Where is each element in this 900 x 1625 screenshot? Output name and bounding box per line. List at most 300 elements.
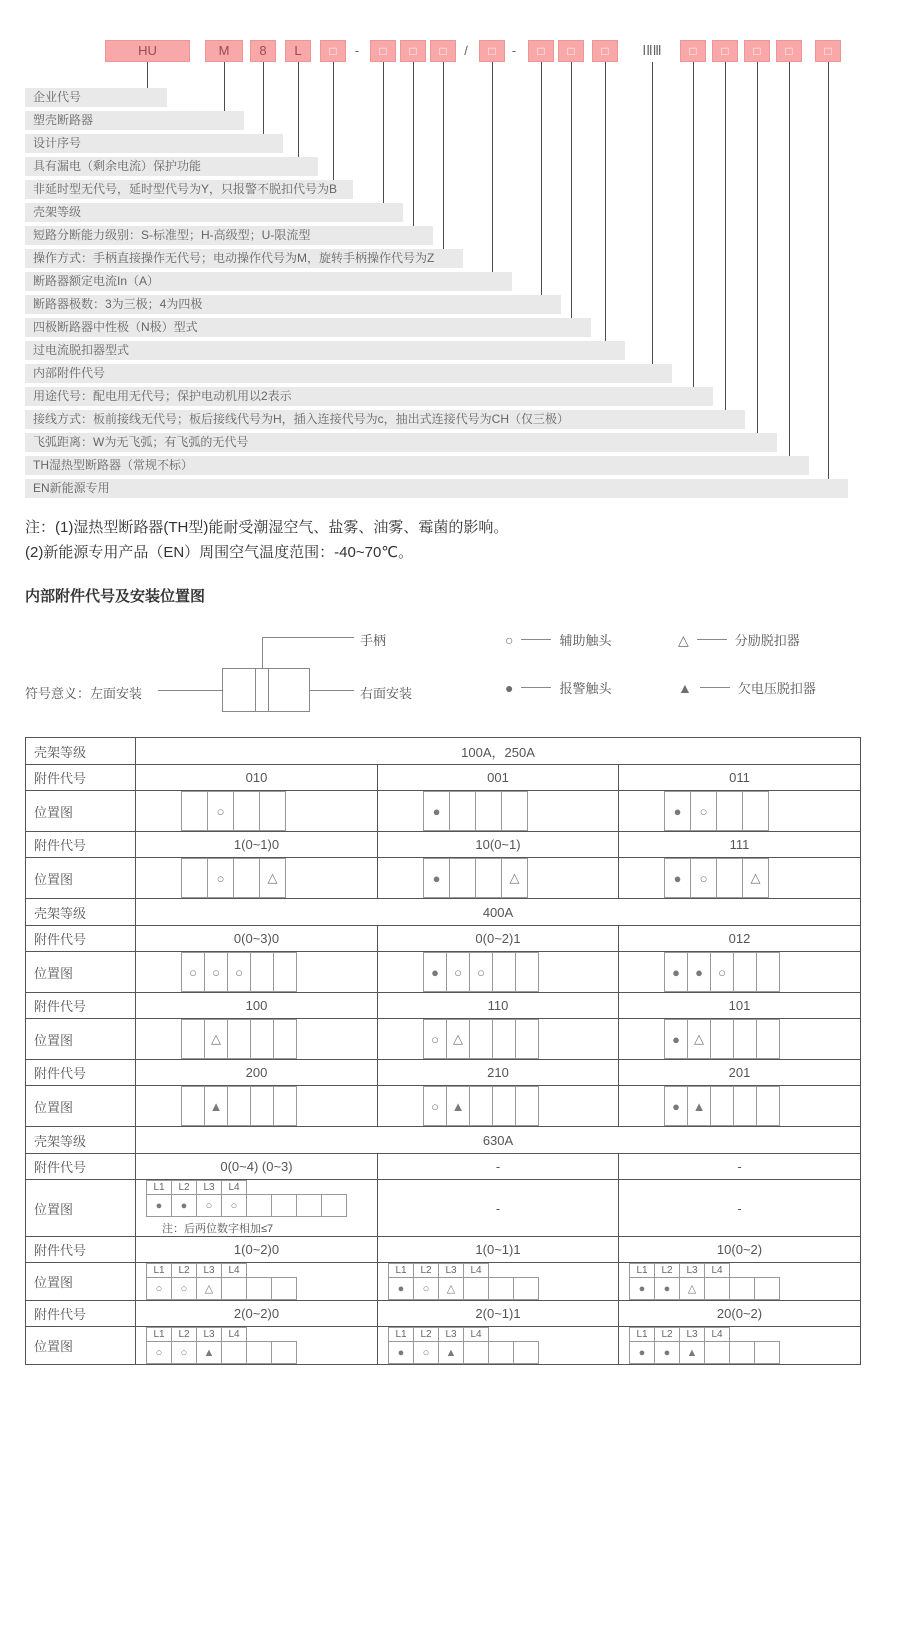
- accessory-code-value: 20(0~2): [619, 1301, 861, 1327]
- header-cell: L3: [438, 1263, 464, 1278]
- accessory-code-row: [26, 1060, 861, 1086]
- slot-cell: [704, 1341, 730, 1364]
- slot-cell: △: [204, 1019, 228, 1059]
- header-cell: L1: [629, 1327, 655, 1342]
- slot-cell: [259, 791, 286, 831]
- legend-item: [505, 678, 611, 697]
- accessory-code-row: [26, 765, 861, 791]
- accessory-code-value: 0(0~3)0: [136, 926, 378, 952]
- slot-cell: [449, 858, 476, 898]
- row-label: 附件代号: [26, 1154, 136, 1180]
- accessory-code-value: 200: [136, 1060, 378, 1086]
- header-cell: L1: [629, 1263, 655, 1278]
- connector-line: [492, 62, 493, 272]
- slot-cell: [246, 1341, 272, 1364]
- position-cell: [378, 858, 619, 899]
- field-label: 操作方式：手柄直接操作无代号；电动操作代号为M，旋转手柄操作代号为Z: [25, 249, 463, 268]
- legend-dash-line: [521, 687, 551, 688]
- slot-cell: [296, 1194, 322, 1217]
- position-diagram: [181, 1019, 377, 1059]
- right-mount-connector: [310, 690, 354, 691]
- slot-header: [146, 1327, 377, 1342]
- field-label: TH湿热型断路器（常规不标）: [25, 456, 809, 475]
- model-code-row: [0, 40, 900, 62]
- slot-row: [388, 1341, 618, 1364]
- slot-cell: ○: [207, 858, 234, 898]
- connector-line: [725, 62, 726, 410]
- slot-cell: △: [438, 1277, 464, 1300]
- frame-size-value: 100A，250A: [136, 738, 861, 765]
- slot-cell: [273, 952, 297, 992]
- slot-cell: [273, 1019, 297, 1059]
- slot-cell: [271, 1194, 297, 1217]
- code-box: □: [558, 40, 584, 62]
- slot-cell: [181, 1019, 205, 1059]
- slot-cell: ●: [664, 858, 691, 898]
- field-label: 内部附件代号: [25, 364, 672, 383]
- slot-cell: ●: [388, 1341, 414, 1364]
- slot-cell: [475, 858, 502, 898]
- accessory-code-value: 100: [136, 993, 378, 1019]
- header-cell: L4: [221, 1327, 247, 1342]
- row-label: 壳架等级: [26, 899, 136, 926]
- connector-line: [828, 62, 829, 479]
- slot-row: [664, 858, 860, 898]
- slot-row: [664, 1086, 860, 1126]
- accessory-code-value: 010: [136, 765, 378, 791]
- code-box: □: [400, 40, 426, 62]
- slot-header: [388, 1327, 618, 1342]
- field-label: 设计序号: [25, 134, 283, 153]
- field-label: 断路器极数：3为三极；4为四极: [25, 295, 561, 314]
- slot-cell: ▲: [438, 1341, 464, 1364]
- slot-cell: ○: [710, 952, 734, 992]
- header-cell: L2: [654, 1263, 680, 1278]
- slot-cell: ○: [207, 791, 234, 831]
- code-separator: -: [511, 43, 517, 58]
- position-cell: [619, 1327, 861, 1365]
- slot-row: [146, 1341, 377, 1364]
- slot-cell: ○: [181, 952, 205, 992]
- slot-cell: [250, 1086, 274, 1126]
- field-label: 塑壳断路器: [25, 111, 244, 130]
- slot-cell: [729, 1341, 755, 1364]
- code-box: L: [285, 40, 311, 62]
- position-cell: [619, 858, 861, 899]
- slot-cell: ▲: [204, 1086, 228, 1126]
- accessory-code-row: [26, 1154, 861, 1180]
- position-cell: [619, 1180, 861, 1237]
- accessory-code-row: [26, 926, 861, 952]
- connector-line: [298, 62, 299, 157]
- slot-cell: ●: [423, 791, 450, 831]
- accessory-code-value: 210: [378, 1060, 619, 1086]
- slot-cell: ○: [196, 1194, 222, 1217]
- slot-cell: ○: [413, 1341, 439, 1364]
- header-cell: L4: [704, 1263, 730, 1278]
- slot-cell: ▲: [679, 1341, 705, 1364]
- frame-size-row: [26, 1127, 861, 1154]
- position-diagram: [629, 1327, 860, 1364]
- position-diagram-row: [26, 1180, 861, 1237]
- slot-cell: [271, 1341, 297, 1364]
- slot-cell: ●: [654, 1341, 680, 1364]
- slot-cell: [756, 1019, 780, 1059]
- header-cell: L2: [171, 1263, 197, 1278]
- slot-cell: ●: [664, 1019, 688, 1059]
- code-box: □: [320, 40, 346, 62]
- legend-label: 分励脱扣器: [734, 633, 800, 648]
- slot-cell: ●: [654, 1277, 680, 1300]
- code-box: □: [592, 40, 618, 62]
- breaker-box-diagram: [222, 668, 310, 712]
- legend-symbol-icon: △: [678, 631, 689, 648]
- row-label: 位置图: [26, 952, 136, 993]
- slot-cell: [181, 858, 208, 898]
- header-cell: L3: [196, 1263, 222, 1278]
- field-label: 断路器额定电流In（A）: [25, 272, 512, 291]
- slot-cell: [321, 1194, 347, 1217]
- field-label: 短路分断能力级别：S-标准型；H-高级型；U-限流型: [25, 226, 433, 245]
- legend-label: 报警触头: [559, 681, 612, 696]
- slot-cell: ●: [664, 1086, 688, 1126]
- slot-cell: ○: [690, 791, 717, 831]
- connector-line: [571, 62, 572, 318]
- code-box: □: [430, 40, 456, 62]
- note-line-1: 注：(1)湿热型断路器(TH型)能耐受潮湿空气、盐雾、油雾、霉菌的影响。: [25, 519, 509, 536]
- slot-cell: ●: [171, 1194, 197, 1217]
- position-diagram: [664, 791, 860, 831]
- section-title: 内部附件代号及安装位置图: [25, 588, 206, 605]
- no-diagram-dash: -: [495, 1200, 501, 1216]
- position-cell: [619, 791, 861, 832]
- slot-cell: ●: [423, 952, 447, 992]
- slot-cell: ○: [227, 952, 251, 992]
- slot-cell: [515, 1019, 539, 1059]
- slot-cell: [729, 1277, 755, 1300]
- header-cell: L1: [388, 1263, 414, 1278]
- slot-row: [629, 1341, 860, 1364]
- header-cell: L3: [196, 1180, 222, 1195]
- accessory-code-value: 101: [619, 993, 861, 1019]
- row-label: 位置图: [26, 1263, 136, 1301]
- position-diagram-row: [26, 1263, 861, 1301]
- position-diagram: [423, 858, 618, 898]
- row-label: 附件代号: [26, 926, 136, 952]
- position-diagram-row: [26, 1019, 861, 1060]
- connector-line: [224, 62, 225, 111]
- position-diagram: [423, 1086, 618, 1126]
- slot-cell: ○: [146, 1277, 172, 1300]
- accessory-code-value: 0(0~4) (0~3): [136, 1154, 378, 1180]
- connector-line: [383, 62, 384, 203]
- position-diagram: [629, 1263, 860, 1300]
- header-cell: L2: [413, 1263, 439, 1278]
- row-label: 附件代号: [26, 1301, 136, 1327]
- accessory-code-value: 110: [378, 993, 619, 1019]
- connector-line: [605, 62, 606, 341]
- connector-line: [652, 62, 653, 364]
- code-box: □: [712, 40, 738, 62]
- slot-cell: [469, 1086, 493, 1126]
- install-legend: [0, 620, 900, 732]
- row-label: 附件代号: [26, 765, 136, 791]
- header-cell: L2: [171, 1327, 197, 1342]
- connector-line: [757, 62, 758, 433]
- slot-cell: [756, 1086, 780, 1126]
- field-label: 用途代号：配电用无代号；保护电动机用以2表示: [25, 387, 713, 406]
- legend-symbol-icon: ○: [505, 631, 514, 648]
- header-cell: L1: [146, 1180, 172, 1195]
- slot-cell: [221, 1277, 247, 1300]
- position-cell: [136, 858, 378, 899]
- slot-cell: [733, 1019, 757, 1059]
- slot-cell: [463, 1277, 489, 1300]
- position-diagram: [664, 1019, 860, 1059]
- slot-cell: [233, 791, 260, 831]
- slot-cell: ●: [629, 1277, 655, 1300]
- connector-line: [693, 62, 694, 387]
- slot-cell: [515, 952, 539, 992]
- position-diagram: [146, 1263, 377, 1300]
- slot-row: [181, 1086, 377, 1126]
- code-separator: /: [464, 43, 468, 58]
- position-cell: [378, 952, 619, 993]
- slot-cell: [515, 1086, 539, 1126]
- code-box: HU: [105, 40, 190, 62]
- handle-connector-h: [262, 637, 354, 638]
- position-cell: [136, 1263, 378, 1301]
- slot-cell: ▲: [687, 1086, 711, 1126]
- slot-cell: ●: [388, 1277, 414, 1300]
- header-cell: L4: [704, 1327, 730, 1342]
- slot-cell: △: [687, 1019, 711, 1059]
- slot-cell: [227, 1019, 251, 1059]
- header-cell: L4: [463, 1263, 489, 1278]
- field-label: EN新能源专用: [25, 479, 848, 498]
- row-label: 壳架等级: [26, 738, 136, 765]
- legend-item: [678, 678, 816, 697]
- slot-cell: △: [501, 858, 528, 898]
- slot-row: [423, 952, 618, 992]
- field-label: 具有漏电（剩余电流）保护功能: [25, 157, 318, 176]
- connector-line: [333, 62, 334, 180]
- slot-row: [181, 858, 377, 898]
- left-mount-connector: [158, 690, 222, 691]
- position-cell: [619, 1263, 861, 1301]
- slot-cell: [449, 791, 476, 831]
- accessory-code-value: 2(0~2)0: [136, 1301, 378, 1327]
- position-diagram: [181, 791, 377, 831]
- slot-cell: [488, 1277, 514, 1300]
- slot-header: [629, 1327, 860, 1342]
- header-cell: L1: [146, 1327, 172, 1342]
- slot-cell: [754, 1341, 780, 1364]
- legend-dash-line: [521, 639, 551, 640]
- slot-row: [146, 1194, 377, 1217]
- row-label: 位置图: [26, 858, 136, 899]
- header-cell: L3: [438, 1327, 464, 1342]
- slot-cell: [710, 1086, 734, 1126]
- position-diagram: [664, 858, 860, 898]
- connector-line: [541, 62, 542, 295]
- row-label: 附件代号: [26, 1237, 136, 1263]
- slot-cell: ○: [146, 1341, 172, 1364]
- slot-cell: [181, 1086, 205, 1126]
- accessory-code-value: 2(0~1)1: [378, 1301, 619, 1327]
- slot-cell: [710, 1019, 734, 1059]
- connector-line: [147, 62, 148, 88]
- slot-row: [629, 1277, 860, 1300]
- slot-cell: [704, 1277, 730, 1300]
- code-box: □: [776, 40, 802, 62]
- accessory-code-row: [26, 832, 861, 858]
- legend-dash-line: [700, 687, 730, 688]
- position-cell: [136, 791, 378, 832]
- accessory-code-value: 111: [619, 832, 861, 858]
- slot-cell: [742, 791, 769, 831]
- slot-cell: ●: [664, 791, 691, 831]
- box-divider: [255, 669, 256, 711]
- accessory-code-value: 10(0~2): [619, 1237, 861, 1263]
- slot-cell: △: [196, 1277, 222, 1300]
- right-mount-label: 右面安装: [360, 686, 413, 701]
- position-diagram: [388, 1327, 618, 1364]
- field-label: 过电流脱扣器型式: [25, 341, 625, 360]
- position-diagram: [181, 858, 377, 898]
- accessory-code-row: [26, 1301, 861, 1327]
- slot-row: [423, 858, 618, 898]
- slot-cell: [716, 791, 743, 831]
- code-box: □: [528, 40, 554, 62]
- slot-cell: [733, 1086, 757, 1126]
- legend-label: 辅助触头: [559, 633, 612, 648]
- header-cell: L1: [388, 1327, 414, 1342]
- slot-cell: [754, 1277, 780, 1300]
- slot-cell: ▲: [196, 1341, 222, 1364]
- position-cell: [378, 1086, 619, 1127]
- accessory-code-value: 1(0~1)0: [136, 832, 378, 858]
- code-box: □: [744, 40, 770, 62]
- position-diagram: [664, 952, 860, 992]
- slot-cell: [273, 1086, 297, 1126]
- position-cell: [136, 1180, 378, 1237]
- frame-size-row: [26, 738, 861, 765]
- accessory-code-value: 011: [619, 765, 861, 791]
- slot-cell: [733, 952, 757, 992]
- position-cell: [136, 1327, 378, 1365]
- header-cell: L2: [171, 1180, 197, 1195]
- accessory-code-value: 0(0~2)1: [378, 926, 619, 952]
- slot-cell: [469, 1019, 493, 1059]
- position-diagram-row: [26, 952, 861, 993]
- no-diagram-dash: -: [737, 1200, 742, 1216]
- slot-cell: [246, 1194, 272, 1217]
- position-cell: [378, 1019, 619, 1060]
- position-diagram: [423, 1019, 618, 1059]
- slot-header: [388, 1263, 618, 1278]
- position-diagram: [181, 1086, 377, 1126]
- slot-cell: ○: [690, 858, 717, 898]
- position-cell: [378, 1263, 619, 1301]
- position-diagram-row: [26, 791, 861, 832]
- slot-row: [423, 791, 618, 831]
- row-label: 位置图: [26, 1327, 136, 1365]
- slot-row: [181, 1019, 377, 1059]
- position-cell: [136, 952, 378, 993]
- connector-line: [413, 62, 414, 226]
- slot-cell: [250, 952, 274, 992]
- accessory-code-value: 012: [619, 926, 861, 952]
- slot-header: [629, 1263, 860, 1278]
- slot-cell: [513, 1341, 539, 1364]
- slot-row: [146, 1277, 377, 1300]
- slot-row: [181, 791, 377, 831]
- position-cell: [378, 791, 619, 832]
- slot-cell: [463, 1341, 489, 1364]
- position-cell: [619, 952, 861, 993]
- slot-cell: △: [742, 858, 769, 898]
- accessory-code-value: 1(0~2)0: [136, 1237, 378, 1263]
- field-label: 非延时型无代号，延时型代号为Y，只报警不脱扣代号为B: [25, 180, 353, 199]
- slot-cell: [271, 1277, 297, 1300]
- slot-cell: [227, 1086, 251, 1126]
- slot-cell: [716, 858, 743, 898]
- position-diagram: [664, 1086, 860, 1126]
- slot-cell: ○: [423, 1019, 447, 1059]
- code-separator: -: [354, 43, 360, 58]
- connector-line: [789, 62, 790, 456]
- frame-size-row: [26, 899, 861, 926]
- header-cell: L2: [654, 1327, 680, 1342]
- slot-cell: [501, 791, 528, 831]
- slot-row: [664, 1019, 860, 1059]
- field-label: 飞弧距离：W为无飞弧；有飞弧的无代号: [25, 433, 777, 452]
- code-box: M: [205, 40, 243, 62]
- code-breakdown: [0, 40, 900, 510]
- position-diagram: [146, 1180, 377, 1236]
- code-box: □: [479, 40, 505, 62]
- connector-line: [443, 62, 444, 249]
- slot-header: [146, 1180, 377, 1195]
- slot-cell: [488, 1341, 514, 1364]
- position-diagram-row: [26, 1086, 861, 1127]
- note-line-2: (2)新能源专用产品（EN）周围空气温度范围：-40~70℃。: [25, 544, 414, 561]
- row-label: 附件代号: [26, 832, 136, 858]
- position-diagram: [181, 952, 377, 992]
- legend-symbol-icon: ▲: [678, 679, 692, 696]
- header-cell: L4: [221, 1263, 247, 1278]
- slot-cell: [492, 952, 516, 992]
- position-diagram: [423, 791, 618, 831]
- slot-row: [664, 791, 860, 831]
- slot-cell: △: [446, 1019, 470, 1059]
- legend-item: [505, 630, 611, 649]
- handle-label: 手柄: [360, 633, 387, 648]
- header-cell: L4: [221, 1180, 247, 1195]
- mount-meaning-label: 符号意义：左面安装: [25, 686, 143, 701]
- header-cell: L2: [413, 1327, 439, 1342]
- slot-cell: ●: [664, 952, 688, 992]
- slot-cell: ●: [687, 952, 711, 992]
- field-label: 壳架等级: [25, 203, 403, 222]
- slot-cell: ○: [446, 952, 470, 992]
- slot-row: [423, 1086, 618, 1126]
- code-separator: ⅠⅡⅢ: [642, 43, 662, 58]
- code-box: 8: [250, 40, 276, 62]
- slot-cell: ○: [221, 1194, 247, 1217]
- row-label: 位置图: [26, 1086, 136, 1127]
